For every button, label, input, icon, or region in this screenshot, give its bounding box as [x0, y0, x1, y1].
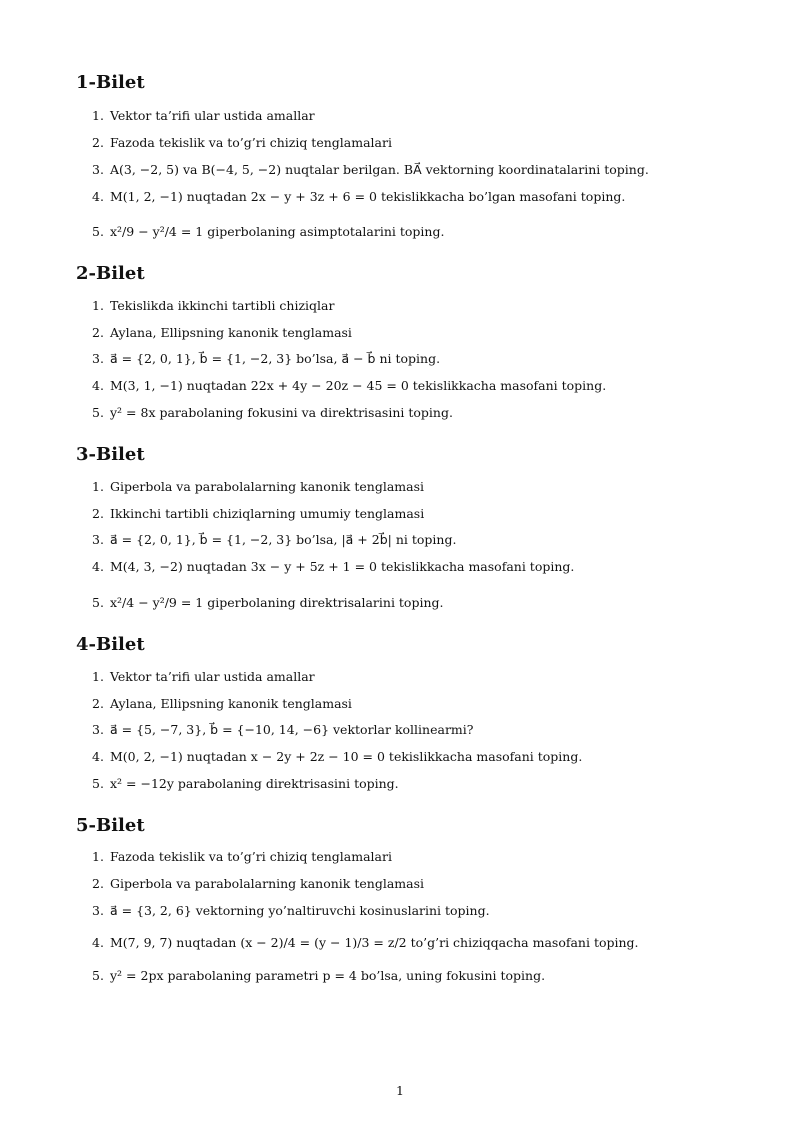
question-number: 3.	[92, 532, 104, 547]
bilet-title: 4-Bilet	[76, 634, 145, 655]
question-number: 1.	[92, 108, 104, 123]
bilet-4	[76, 634, 756, 791]
question-number: 3.	[92, 351, 104, 366]
question-text: M(1, 2, −1) nuqtadan 2x − y + 3z + 6 = 0 tekislikkacha bo’lgan masofani toping.	[110, 189, 626, 204]
question-text: M(4, 3, −2) nuqtadan 3x − y + 5z + 1 = 0 tekislikkacha masofani toping.	[110, 559, 575, 574]
question-number: 5.	[92, 595, 104, 610]
bilet-2	[76, 263, 756, 420]
question-text: a⃗ = {2, 0, 1}, b⃗ = {1, −2, 3} bo’lsa, a⃗ − b⃗ ni toping.	[110, 351, 441, 366]
question-item	[92, 669, 315, 685]
question-number: 3.	[92, 903, 104, 918]
question-item	[92, 224, 444, 240]
bilet-5	[76, 815, 756, 983]
bilet-title: 5-Bilet	[76, 815, 145, 836]
bilet-1	[76, 72, 756, 239]
question-item	[92, 776, 399, 792]
question-text: Aylana, Ellipsning kanonik tenglamasi	[110, 325, 352, 340]
question-item	[92, 162, 649, 178]
question-item	[92, 325, 352, 341]
question-item	[92, 378, 606, 394]
question-number: 1.	[92, 298, 104, 313]
question-text: y² = 8x parabolaning fokusini va direktrisasini toping.	[110, 405, 453, 420]
question-number: 4.	[92, 935, 104, 950]
question-number: 5.	[92, 776, 104, 791]
question-number: 2.	[92, 325, 104, 340]
question-text: Fazoda tekislik va to’g’ri chiziq tenglamalari	[110, 849, 392, 864]
question-text: M(0, 2, −1) nuqtadan x − 2y + 2z − 10 = 0 tekislikkacha masofani toping.	[110, 749, 583, 764]
question-text: Aylana, Ellipsning kanonik tenglamasi	[110, 696, 352, 711]
question-text: a⃗ = {2, 0, 1}, b⃗ = {1, −2, 3} bo’lsa, |a⃗ + 2b⃗| ni toping.	[110, 532, 457, 547]
question-text: a⃗ = {3, 2, 6} vektorning yo’naltiruvchi kosinuslarini toping.	[110, 903, 490, 918]
question-text: x² = −12y parabolaning direktrisasini toping.	[110, 776, 399, 791]
question-number: 5.	[92, 224, 104, 239]
question-item	[92, 506, 424, 522]
question-text: y² = 2px parabolaning parametri p = 4 bo’lsa, uning fokusini toping.	[110, 968, 546, 983]
question-item	[92, 405, 453, 421]
question-item	[92, 749, 582, 765]
question-item	[92, 903, 490, 919]
question-number: 2.	[92, 135, 104, 150]
question-text: M(3, 1, −1) nuqtadan 22x + 4y − 20z − 45 = 0 tekislikkacha masofani toping.	[110, 378, 607, 393]
question-number: 3.	[92, 162, 104, 177]
question-number: 2.	[92, 696, 104, 711]
question-text: A(3, −2, 5) va B(−4, 5, −2) nuqtalar berilgan. BA⃗ vektorning koordinatalarini toping.	[110, 162, 649, 177]
bilet-title: 1-Bilet	[76, 72, 145, 93]
question-text: Ikkinchi tartibli chiziqlarning umumiy tenglamasi	[110, 506, 425, 521]
question-number: 2.	[92, 506, 104, 521]
question-item	[92, 935, 639, 951]
question-item	[92, 722, 473, 738]
question-item	[92, 595, 443, 611]
question-text: x²/4 − y²/9 = 1 giperbolaning direktrisalarini toping.	[110, 595, 444, 610]
question-number: 2.	[92, 876, 104, 891]
question-text: x²/9 − y²/4 = 1 giperbolaning asimptotalarini toping.	[110, 224, 445, 239]
question-item	[92, 968, 545, 984]
question-item	[92, 532, 456, 548]
question-item	[92, 351, 440, 367]
question-text: Vektor ta’rifi ular ustida amallar	[110, 108, 315, 123]
question-number: 5.	[92, 405, 104, 420]
question-text: a⃗ = {5, −7, 3}, b⃗ = {−10, 14, −6} vektorlar kollinearmi?	[110, 722, 474, 737]
question-number: 4.	[92, 749, 104, 764]
question-text: Vektor ta’rifi ular ustida amallar	[110, 669, 315, 684]
bilet-3	[76, 444, 756, 610]
question-item	[92, 479, 424, 495]
question-item	[92, 696, 352, 712]
question-item	[92, 849, 392, 865]
question-number: 1.	[92, 849, 104, 864]
page-number: 1	[396, 1083, 404, 1098]
question-item	[92, 135, 392, 151]
question-number: 4.	[92, 559, 104, 574]
bilet-title: 2-Bilet	[76, 263, 145, 284]
question-number: 5.	[92, 968, 104, 983]
question-text: M(7, 9, 7) nuqtadan (x − 2)/4 = (y − 1)/3 = z/2 to’g’ri chiziqqacha masofani toping.	[110, 935, 639, 950]
question-number: 4.	[92, 378, 104, 393]
question-number: 1.	[92, 479, 104, 494]
question-text: Giperbola va parabolalarning kanonik tenglamasi	[110, 876, 424, 891]
question-item	[92, 108, 315, 124]
question-item	[92, 559, 574, 575]
question-item	[92, 298, 334, 314]
question-item	[92, 189, 625, 205]
question-text: Tekislikda ikkinchi tartibli chiziqlar	[110, 298, 335, 313]
question-number: 4.	[92, 189, 104, 204]
question-number: 1.	[92, 669, 104, 684]
question-number: 3.	[92, 722, 104, 737]
question-text: Giperbola va parabolalarning kanonik tenglamasi	[110, 479, 424, 494]
bilet-title: 3-Bilet	[76, 444, 145, 465]
question-item	[92, 876, 424, 892]
question-text: Fazoda tekislik va to’g’ri chiziq tenglamalari	[110, 135, 392, 150]
